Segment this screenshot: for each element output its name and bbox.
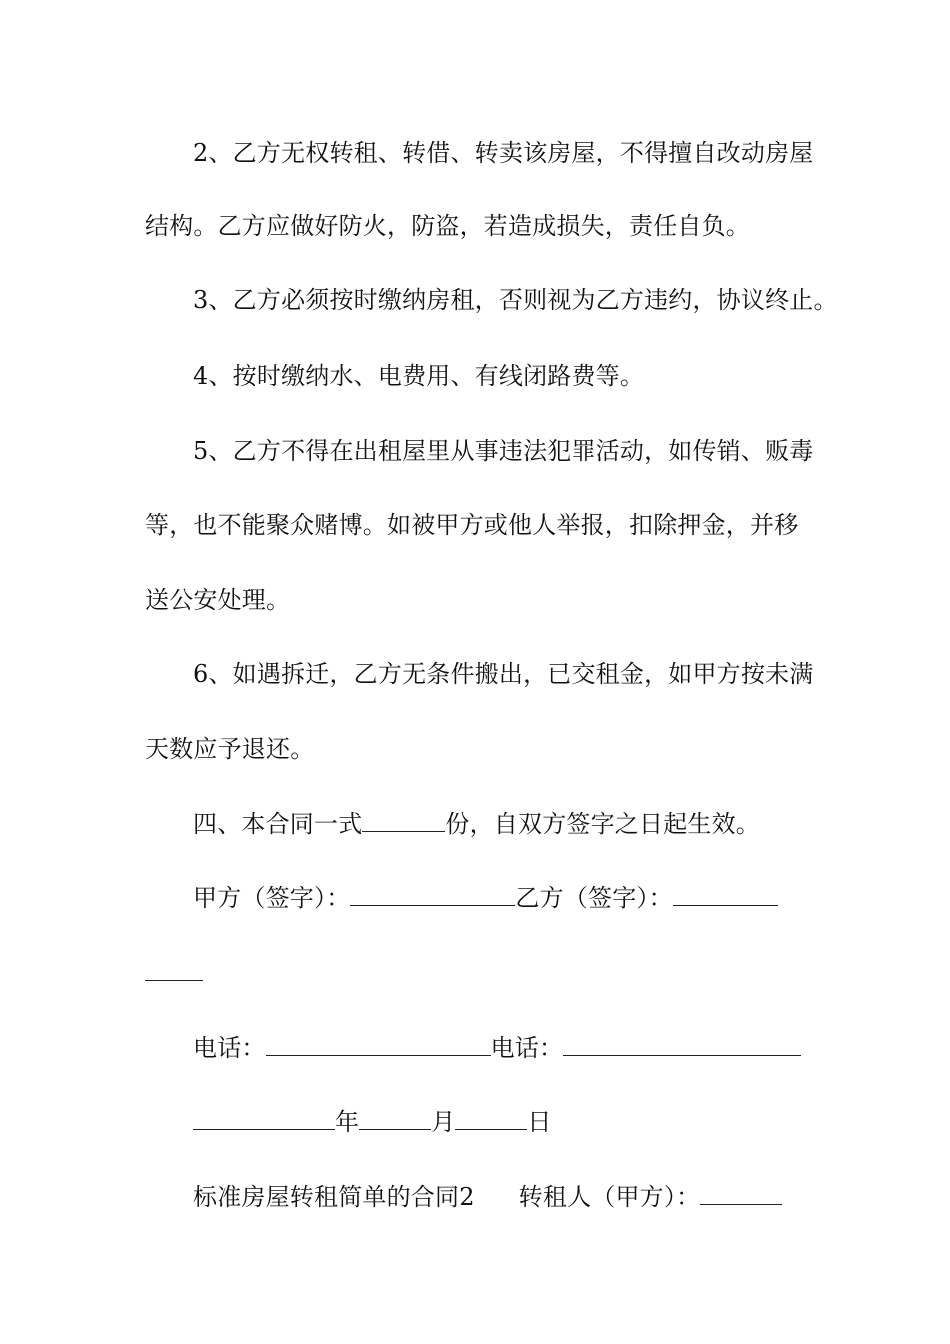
party-b-sign-blank	[673, 885, 778, 906]
clause-5-line-1: 5、乙方不得在出租屋里从事违法犯罪活动，如传销、贩毒	[193, 437, 814, 465]
signature-line-wrap	[145, 958, 810, 988]
copies-clause	[193, 809, 810, 839]
clause-6-line-2: 天数应予退还。	[145, 735, 315, 763]
year-label: 年	[335, 1108, 360, 1136]
phone-a-blank	[266, 1035, 491, 1056]
next-contract-line	[193, 1182, 810, 1212]
party-a-sign-label: 甲方（签字）：	[193, 884, 351, 912]
clause-4: 4、按时缴纳水、电费用、有线闭路费等。	[193, 362, 645, 390]
day-label: 日	[527, 1108, 552, 1136]
phone-line	[193, 1033, 810, 1063]
phone-b-blank	[563, 1035, 801, 1056]
clause-2-line-2: 结构。乙方应做好防火，防盗，若造成损失，责任自负。	[145, 212, 750, 240]
next-contract-title: 标准房屋转租简单的合同2	[193, 1183, 475, 1211]
sublessor-label: 转租人（甲方）：	[518, 1183, 701, 1211]
month-label: 月	[431, 1108, 456, 1136]
party-a-sign-blank	[350, 885, 515, 906]
clause-2-line-1: 2、乙方无权转租、转借、转卖该房屋，不得擅自改动房屋	[193, 139, 814, 167]
copies-suffix: 份，自双方签字之日起生效。	[445, 810, 761, 838]
month-blank	[359, 1109, 431, 1130]
day-blank	[455, 1109, 527, 1130]
copies-prefix: 四、本合同一式	[193, 810, 363, 838]
party-b-sign-label: 乙方（签字）：	[515, 884, 673, 912]
clause-5-line-3: 送公安处理。	[145, 586, 291, 614]
phone-b-label: 电话：	[490, 1034, 564, 1062]
copies-blank	[362, 811, 445, 832]
clause-3: 3、乙方必须按时缴纳房租，否则视为乙方违约，协议终止。	[193, 286, 838, 314]
date-line	[193, 1107, 810, 1137]
sublessor-blank	[700, 1184, 782, 1205]
signature-line	[193, 883, 810, 913]
year-blank	[193, 1109, 335, 1130]
party-b-sign-blank-cont	[145, 960, 203, 981]
phone-a-label: 电话：	[193, 1034, 266, 1062]
clause-5-line-2: 等，也不能聚众赌博。如被甲方或他人举报，扣除押金，并移	[145, 511, 799, 539]
clause-6-line-1: 6、如遇拆迁，乙方无条件搬出，已交租金，如甲方按未满	[193, 660, 814, 688]
